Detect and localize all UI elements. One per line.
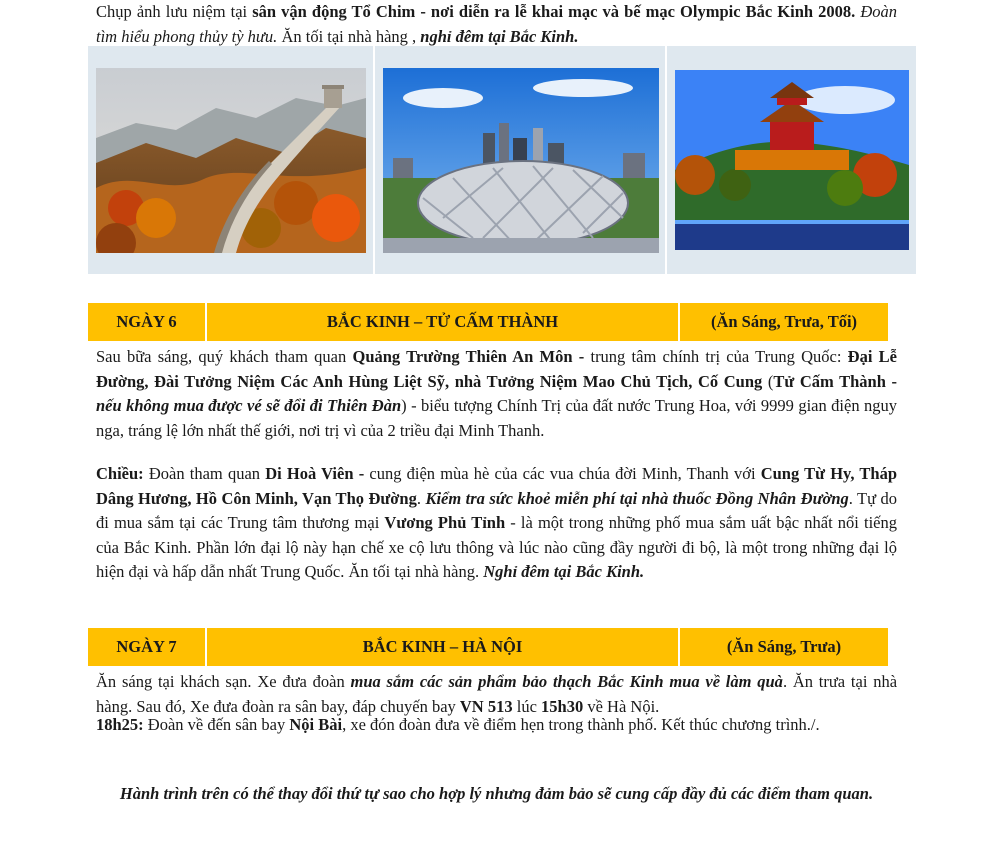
day6-morning-paragraph	[96, 345, 897, 443]
day6-p2-bold: Cung Từ Hy, Tháp Dâng Hương, Hồ Côn Minh, Vạn Thọ Đường	[96, 464, 898, 508]
day6-p2-text: .	[416, 488, 426, 508]
day7-p1-bold: 15h30	[541, 696, 584, 716]
day6-p2-text: cung điện mùa hè của các vua chúa đời Minh, Thanh với	[364, 464, 761, 483]
day7-p2-bold: Nội Bài	[289, 715, 343, 734]
gallery-divider	[373, 46, 375, 274]
day6-p1-bold: Tử Cấm Thành	[773, 371, 886, 391]
day6-p2-bold: Di Hoà Viên -	[265, 464, 365, 483]
day6-header	[88, 303, 888, 341]
birds-nest-stadium-photo	[383, 68, 659, 253]
intro-text-1: Chụp ảnh lưu niệm tại	[96, 2, 253, 21]
day7-arrival-paragraph	[96, 713, 897, 738]
day7-p1-text: . Ăn trưa tại nhà hàng. Sau đó, Xe đưa đoàn ra sân bay, đáp chuyến bay	[96, 672, 898, 716]
day7-title: BẮC KINH – HÀ NỘI	[362, 637, 523, 656]
day6-afternoon-paragraph	[96, 462, 897, 585]
day6-p2-bold: Chiều:	[96, 464, 144, 483]
day7-p2-text: Đoàn về đến sân bay	[143, 715, 290, 734]
day7-p1-text: về Hà Nội.	[583, 696, 660, 716]
photo-gallery	[88, 46, 916, 274]
intro-text-2: Ăn tối tại nhà hàng ,	[277, 26, 421, 46]
day7-p1-text: lúc	[512, 696, 542, 716]
intro-paragraph	[96, 0, 897, 49]
day6-p1-text: (	[762, 371, 774, 391]
day7-header	[88, 628, 888, 666]
day6-p1-bold: Quảng Trường Thiên An Môn -	[352, 347, 585, 366]
day7-p1-text: Ăn sáng tại khách sạn. Xe đưa đoàn	[96, 672, 351, 691]
day7-p2-text: , xe đón đoàn đưa về điểm hẹn trong thành phố. Kết thúc chương trình./.	[342, 715, 820, 734]
day7-label: NGÀY 7	[116, 637, 177, 656]
day6-p1-text: ) - biểu tượng Chính Trị của đất nước Trung Hoa, với 9999 gian điện nguy nga, tráng lệ lớn nhất thế giới, nơi trị vì của 2 triều đại Minh Thanh.	[96, 396, 897, 440]
day6-p2-text: . Tự do đi mua sắm tại các Trung tâm thương mại	[96, 488, 898, 532]
day6-p1-text: Sau bữa sáng, quý khách tham quan	[96, 347, 353, 366]
intro-italic-feng-shui: Đoàn tìm hiểu phong thủy tỳ hưu.	[96, 2, 898, 46]
intro-overnight: nghỉ đêm tại Bắc Kinh.	[420, 26, 579, 46]
itinerary-note: Hành trình trên có thể thay đổi thứ tự sao cho hợp lý nhưng đảm bảo sẽ cung cấp đầy đủ các điểm tham quan.	[119, 784, 874, 803]
day6-p2-bold-italic: Nghỉ đêm tại Bắc Kinh.	[483, 562, 645, 581]
day7-p1-bold-italic: mua sắm các sản phẩm bảo thạch Bắc Kinh mua về làm quà	[350, 672, 783, 691]
day7-meals: (Ăn Sáng, Trưa)	[726, 637, 842, 656]
gallery-divider	[665, 46, 667, 274]
day6-p2-text: - là một trong những phố mua sắm uất bậc nhất nổi tiếng của Bắc Kinh. Phần lớn đại lộ này hạn chế xe cộ lưu thông và lúc nào cũng đầy người đi bộ, là một trong những đại lộ hiện đại và hấp dẫn nhất Trung Quốc. Ăn tối tại nhà hàng.	[96, 513, 898, 581]
day7-p1-bold: VN 513	[459, 696, 513, 716]
intro-bold-stadium: sân vận động Tổ Chim - nơi diễn ra lễ khai mạc và bế mạc Olympic Bắc Kinh 2008.	[252, 2, 856, 21]
day6-p2-text: Đoàn tham quan	[143, 464, 266, 483]
day6-p1-text: trung tâm chính trị của Trung Quốc:	[584, 347, 848, 366]
day6-title: BẮC KINH – TỬ CẤM THÀNH	[326, 312, 559, 331]
day6-p2-bold: Vương Phủ Tỉnh	[384, 513, 506, 532]
great-wall-photo	[96, 68, 366, 253]
day6-p1-text: -	[885, 371, 897, 391]
day6-p2-bold-italic: Kiểm tra sức khoẻ miễn phí tại nhà thuốc Đồng Nhân Đường	[425, 488, 849, 508]
day6-p1-bold: Đại Lễ Đường, Đài Tưởng Niệm Các Anh Hùng Liệt Sỹ, nhà Tưởng Niệm Mao Chủ Tịch, Cố Cung	[96, 347, 897, 391]
day7-paragraph	[96, 670, 897, 719]
day6-meals: (Ăn Sáng, Trưa, Tối)	[710, 312, 858, 331]
day6-label: NGÀY 6	[116, 312, 177, 331]
day7-p2-bold: 18h25:	[96, 715, 144, 734]
day6-p1-bold-italic: nếu không mua được vé sẽ đổi đi Thiên Đàn	[96, 396, 402, 415]
summer-palace-photo	[675, 70, 909, 250]
